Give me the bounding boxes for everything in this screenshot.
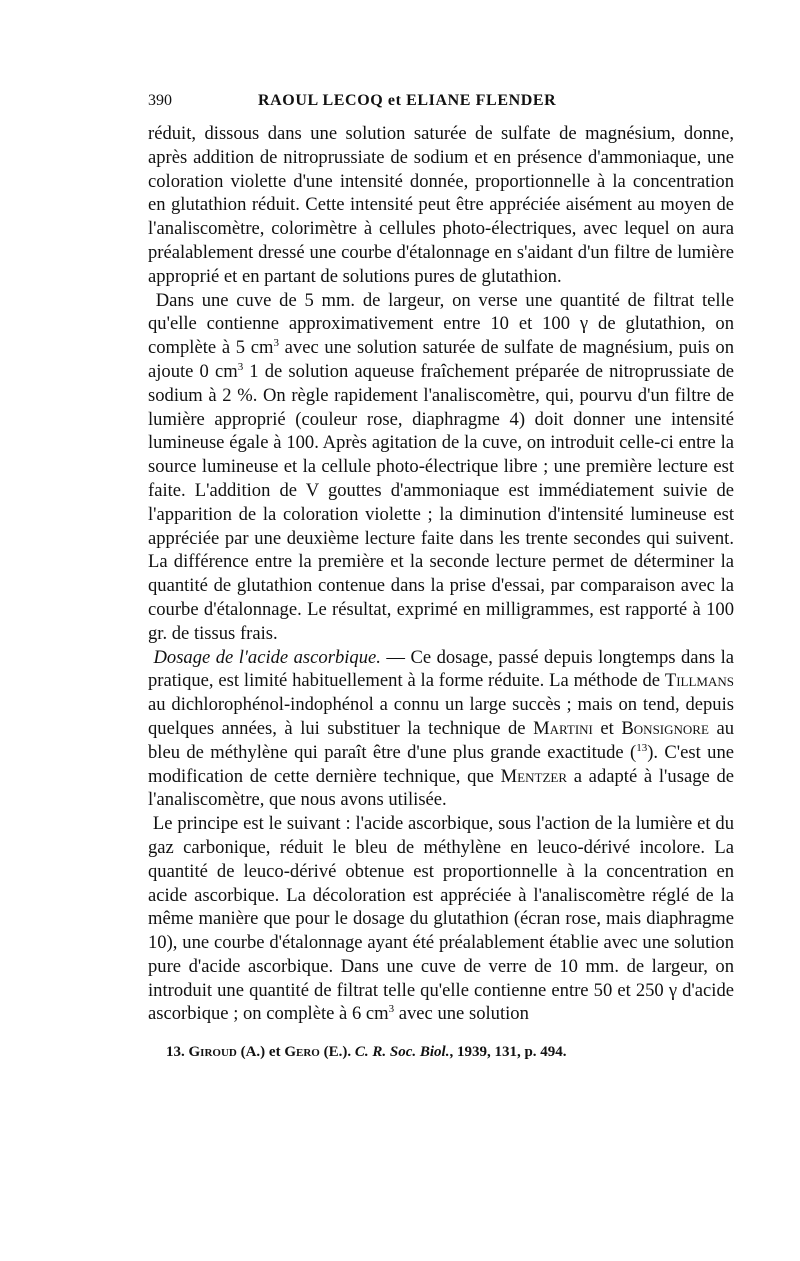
p4-superscript: 3 — [388, 1003, 395, 1016]
p3-text-b: au dichlorophénol-indophénol a connu un large succès ; mais on tend, depuis quelques années, à lui substituer la technique de — [148, 694, 734, 739]
footnote-author-2-initial: (E.). — [319, 1044, 355, 1061]
footnote — [166, 1044, 734, 1061]
page — [148, 92, 734, 1061]
author-name-tillmans: Tillmans — [664, 670, 734, 692]
page-header — [148, 92, 734, 122]
p2-superscript-2: 3 — [237, 360, 244, 373]
footnote-journal: C. R. Soc. Biol. — [354, 1044, 450, 1061]
author-name-mentzer: Mentzer — [500, 765, 567, 787]
p2-text-b: avec une solution saturée de sulfate de magnésium, puis on ajoute 0 cm — [148, 337, 734, 382]
footnote-details: , 1939, 131, p. 494. — [449, 1044, 567, 1061]
author-name-bonsignore: Bonsignore — [621, 717, 709, 739]
p2-text-c: 1 de solution aqueuse fraîchement préparée de nitroprussiate de sodium à 2 %. On règle rapidement l'analiscomètre, qui, pourvu d'un filtre de lumière approprié (couleur rose, diaphragme 4) doit donner une intensité lumineuse égale à 100. Après agitation de la cuve, on introduit celle-ci entre la source lumineuse et la cellule photo-électrique libre ; une première lecture est faite. L'addition de V gouttes d'ammoniaque est immédiatement suivie de l'apparition de la coloration violette ; la diminution d'intensité lumineuse est appréciée par une deuxième lecture faite dans les trente secondes qui suivent. La différence entre la première et la seconde lecture permet de déterminer la quantité de glutathion contenue dans la prise d'essai, par comparaison avec la courbe d'étalonnage. Le résultat, exprimé en milligrammes, est rapporté à 100 gr. de tissus frais. — [148, 360, 734, 644]
footnote-reference: 13 — [636, 741, 648, 754]
p3-text-a: — Ce dosage, passé depuis longtemps dans la pratique, est limité habituellement à la forme réduite. La méthode de — [148, 646, 734, 692]
author-name-martini: Martini — [533, 717, 593, 739]
body-text — [148, 122, 734, 1026]
p3-text-f: a adapté à l'usage de l'analiscomètre, que nous avons utilisée. — [148, 765, 735, 811]
footnote-author-1: Giroud — [188, 1044, 237, 1061]
p4-text-b: avec une solution — [394, 1003, 529, 1025]
paragraph-4 — [148, 812, 734, 1026]
footnote-author-1-initial: (A.) et — [236, 1044, 285, 1061]
p2-text-a: Dans une cuve de 5 mm. de largeur, on verse une quantité de filtrat telle qu'elle contienne approximativement entre 10 et 100 γ de glutathion, on complète à 5 cm — [148, 289, 734, 359]
p3-text-d: au bleu de méthylène qui paraît être d'une plus grande exactitude ( — [148, 717, 734, 763]
p2-superscript-1: 3 — [273, 336, 279, 349]
paragraph-1: réduit, dissous dans une solution saturée de sulfate de magnésium, donne, après addition de nitroprussiate de sodium et en présence d'ammoniaque, une coloration violette d'une intensité donnée, proportionnelle à la concentration en glutathion réduit. Cette intensité peut être appréciée aisément au moyen de l'analiscomètre, colorimètre à cellules photo-électriques, avec lequel on aura préalablement dressé une courbe d'étalonnage en s'aidant d'un filtre de lumière approprié et en partant de solutions pures de glutathion. — [148, 123, 734, 287]
paragraph-2 — [148, 289, 734, 646]
p3-text-e: ). C'est une modification de cette dernière technique, que — [148, 741, 735, 787]
footnote-number: 13. — [166, 1044, 185, 1061]
paragraph-3 — [148, 646, 734, 813]
p3-text-c: et — [592, 717, 622, 739]
section-title-ascorbic: Dosage de l'acide ascorbique. — [153, 646, 381, 668]
running-head: RAOUL LECOQ et ELIANE FLENDER — [258, 92, 557, 109]
page-number: 390 — [148, 92, 172, 109]
p4-text-a: Le principe est le suivant : l'acide ascorbique, sous l'action de la lumière et du gaz carbonique, réduit le bleu de méthylène en leuco-dérivé incolore. La quantité de leuco-dérivé obtenue est proportionnelle à la concentration en acide ascorbique. La décoloration est appréciée à l'analiscomètre réglé de la même manière que pour le dosage du glutathion (écran rose, mais diaphragme 10), une courbe d'étalonnage ayant été préalablement établie avec une solution pure d'acide ascorbique. Dans une cuve de verre de 10 mm. de largeur, on introduit une quantité de filtrat telle qu'elle contienne entre 50 et 250 γ d'acide ascorbique ; on complète à 6 cm — [148, 813, 734, 1025]
footnote-author-2: Gero — [284, 1044, 320, 1061]
